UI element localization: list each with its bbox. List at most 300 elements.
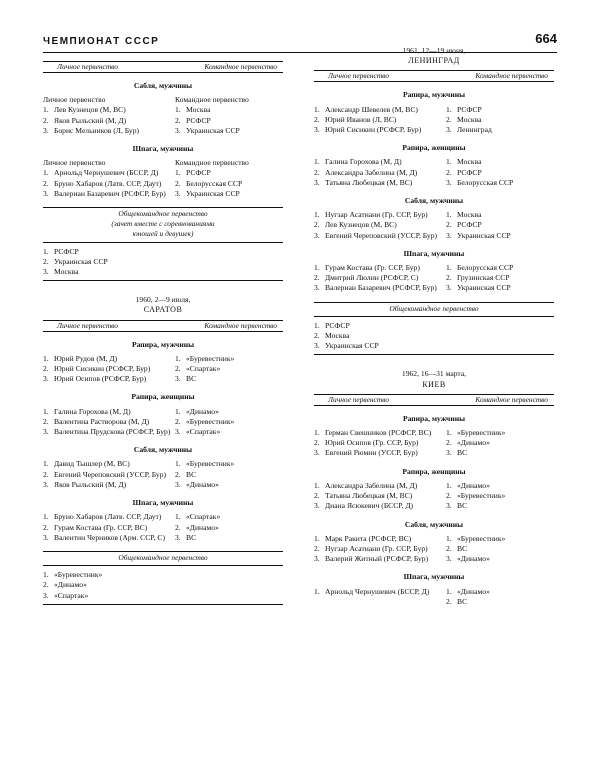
divider [314,354,554,355]
event-title: Шпага, мужчины [403,248,465,258]
event-block [43,498,283,543]
place-number: 1. [43,246,49,256]
entry-name: РСФСР [186,168,211,178]
col-team: Командное первенство [475,71,548,81]
list-item [175,459,283,469]
entry-name: «Спартак» [186,427,221,437]
place-number: 2. [43,364,49,374]
place-number: 2. [314,114,320,124]
results [43,512,283,543]
list-item [43,105,175,115]
list-item [175,374,283,384]
entry-name: РСФСР [186,115,211,125]
place-number: 3. [446,230,452,240]
entry-name: Белорусская ССР [186,178,243,188]
list-item [43,512,175,522]
place-number: 2. [314,273,320,283]
entry-name: Москва [457,210,482,220]
place-number: 1. [175,406,181,416]
column-captions [43,95,283,105]
place-number: 1. [314,480,320,490]
entry-name: «Буревестник» [457,533,506,543]
event-block [43,445,283,490]
place-number: 2. [314,543,320,553]
list-item [314,341,554,351]
team-results [175,105,283,136]
list-item [314,178,446,188]
place-number: 2. [175,416,181,426]
place-number: 2. [446,596,452,606]
event-title: Шпага, мужчины [132,144,194,154]
place-number: 3. [314,554,320,564]
entry-name: Марк Ракита (РСФСР, ВС) [325,533,412,543]
list-item [43,417,175,427]
entry-name: «Буревестник» [186,459,235,469]
list-item [314,115,446,125]
event-title: Рапира, мужчины [402,90,466,100]
list-item [314,491,446,501]
personal-results [314,481,446,512]
list-item [446,115,554,125]
team-results [175,168,283,199]
personal-results [314,210,446,241]
entry-name: «Динамо» [457,480,490,490]
list-item [446,263,554,273]
place-number: 3. [43,267,49,277]
place-number: 2. [43,256,49,266]
list-item [314,263,446,273]
list-item [314,273,446,283]
results [43,407,283,438]
place-number: 1. [43,168,49,178]
place-number: 1. [446,533,452,543]
list-item [43,570,283,580]
list-item [314,554,446,564]
entry-name: Валентина Прудскова (РСФСР, Бур) [54,427,171,437]
entry-name: «Динамо» [457,586,490,596]
overall-note: юношей и девушек) [132,229,194,239]
list-item [43,459,175,469]
place-number: 1. [175,512,181,522]
list-item [43,470,175,480]
place-number: 3. [175,125,181,135]
place-number: 2. [446,491,452,501]
list-item [314,587,446,597]
personal-results [43,168,175,199]
list-item [314,105,446,115]
list-item [314,168,446,178]
list-item [43,364,175,374]
place-number: 1. [175,459,181,469]
place-number: 1. [446,263,452,273]
entry-name: РСФСР [457,220,482,230]
personal-results [314,263,446,294]
place-number: 1. [43,512,49,522]
place-number: 2. [43,469,49,479]
results [43,105,283,136]
place-number: 3. [175,427,181,437]
list-item [446,273,554,283]
list-item [314,448,446,458]
session-city: КИЕВ [422,379,446,389]
place-number: 2. [175,115,181,125]
entry-name: Москва [54,267,79,277]
entry-name: Украинская ССР [325,341,379,351]
place-number: 2. [175,178,181,188]
entry-name: Евгений Череповский (УССР, Бур) [325,230,438,240]
place-number: 1. [314,428,320,438]
entry-name: Нугзар Асатиани (Гр. ССР, Бур) [325,210,428,220]
entry-name: Яков Рыльский (М, Д) [54,115,127,125]
event-block [314,90,554,135]
entry-name: «Динамо» [457,554,490,564]
list-item [43,591,283,601]
event-block [314,520,554,565]
place-number: 3. [314,341,320,351]
results [314,157,554,188]
personal-results [314,428,446,459]
list-item [446,501,554,511]
entry-name: Татьяна Любецкая (М, ВС) [325,491,413,501]
results [314,428,554,459]
list-item [314,220,446,230]
list-item [175,417,283,427]
list-item [446,157,554,167]
entry-name: Лев Кузнецов (М, ВС) [325,220,397,230]
overall-list [314,321,554,352]
entry-name: Москва [186,105,211,115]
personal-results [43,105,175,136]
entry-name: РСФСР [457,104,482,114]
list-item [314,544,446,554]
personal-results [314,105,446,136]
entry-name: ВС [457,448,468,458]
place-number: 1. [314,533,320,543]
col-team: Командное первенство [475,394,548,404]
place-number: 3. [43,479,49,489]
place-number: 3. [314,448,320,458]
entry-name: Юрий Осипов (РСФСР, Бур) [54,374,147,384]
entry-name: «Спартак» [186,512,221,522]
list-item [175,116,283,126]
personal-results [314,157,446,188]
list-item [446,544,554,554]
personal-results [314,534,446,565]
column-captions [43,158,283,168]
place-number: 3. [446,554,452,564]
place-number: 3. [175,374,181,384]
place-number: 2. [175,469,181,479]
place-number: 3. [43,532,49,542]
list-item [314,210,446,220]
entry-name: Галина Горохова (М, Д) [54,406,131,416]
entry-name: Арнольд Чернушевич (БССР, Д) [54,168,159,178]
table-header [314,70,554,82]
event-title: Рапира, женщины [131,392,195,402]
event-block [43,340,283,385]
table-header [43,320,283,332]
entry-name: Евгений Рюмин (УССР, Бур) [325,448,418,458]
entry-name: «Буревестник» [186,416,235,426]
team-results [446,157,554,188]
place-number: 2. [43,522,49,532]
place-number: 3. [175,479,181,489]
list-item [446,220,554,230]
place-number: 2. [314,331,320,341]
entry-name: Валентин Черников (Арм. ССР, С) [54,532,165,542]
place-number: 1. [314,157,320,167]
col-personal: Личное первенство [57,320,118,330]
team-results [446,481,554,512]
place-number: 2. [43,416,49,426]
place-number: 3. [175,188,181,198]
list-item [446,125,554,135]
entry-name: Белорусская ССР [457,177,514,187]
list-item [446,481,554,491]
list-item [446,210,554,220]
entry-name: Юрий Рудов (М, Д) [54,353,118,363]
caption-personal: Личное первенство [43,95,106,105]
place-number: 1. [175,353,181,363]
place-number: 2. [446,438,452,448]
list-item [43,267,283,277]
event-title: Шпага, мужчины [132,498,194,508]
entry-name: «Буревестник» [54,570,103,580]
right-column [314,46,554,607]
list-item [446,283,554,293]
entry-name: Валентина Растворова (М, Д) [54,416,150,426]
list-item [175,480,283,490]
entry-name: Украинская ССР [186,188,240,198]
event-block [314,143,554,188]
overall-note: (зачет вместе с соревнованиями [111,219,215,229]
left-column [43,58,283,605]
entry-name: Татьяна Любецкая (М, ВС) [325,177,413,187]
list-item [175,364,283,374]
list-item [175,523,283,533]
team-results [175,354,283,385]
entry-name: Юрий Осипов (Гр. ССР, Бур) [325,438,419,448]
place-number: 3. [446,125,452,135]
entry-name: Валерий Житный (РСФСР, Бур) [325,554,429,564]
list-item [43,189,175,199]
list-item [175,168,283,178]
list-item [43,580,283,590]
col-personal: Личное первенство [328,71,389,81]
place-number: 3. [43,188,49,198]
list-item [314,283,446,293]
place-number: 3. [314,501,320,511]
place-number: 3. [43,374,49,384]
list-item [175,470,283,480]
session-heading [314,46,554,66]
list-item [446,438,554,448]
place-number: 2. [314,220,320,230]
entry-name: Москва [325,331,350,341]
list-item [446,597,554,607]
event-title: Рапира, женщины [402,143,466,153]
entry-name: «Динамо» [457,438,490,448]
col-personal: Личное первенство [57,62,118,71]
entry-name: РСФСР [54,246,79,256]
entry-name: ВС [186,532,197,542]
list-item [43,354,175,364]
entry-name: Александра Забелина (М, Д) [325,480,418,490]
place-number: 2. [446,273,452,283]
team-results [446,587,554,607]
place-number: 1. [43,406,49,416]
list-item [314,331,554,341]
entry-name: Гурам Костава (Гр. ССР, Бур) [325,263,420,273]
place-number: 1. [175,105,181,115]
list-item [43,168,175,178]
entry-name: Ленинград [457,125,492,135]
event-title: Рапира, женщины [402,466,466,476]
place-number: 1. [43,353,49,363]
list-item [446,587,554,597]
place-number: 3. [446,177,452,187]
list-item [175,427,283,437]
team-results [175,407,283,438]
list-item [314,231,446,241]
caption-team: Командное первенство [175,158,249,168]
team-results [175,459,283,490]
event-title: Шпага, мужчины [403,572,465,582]
entry-name: ВС [457,501,468,511]
place-number: 3. [314,125,320,135]
place-number: 1. [314,104,320,114]
entry-name: Давид Тышлер (М, ВС) [54,459,130,469]
place-number: 2. [43,178,49,188]
place-number: 2. [43,115,49,125]
results [43,354,283,385]
place-number: 1. [446,210,452,220]
event-block [314,249,554,294]
overall-title: Общекомандное первенство [118,552,208,562]
entry-name: Арнольд Чернушевич (БССР, Д) [325,586,430,596]
entry-name: «Спартак» [186,364,221,374]
team-results [446,428,554,459]
place-number: 2. [175,522,181,532]
list-item [314,428,446,438]
session-date: 1961, 12—19 июня, [402,46,466,55]
entry-name: «Динамо» [54,580,87,590]
entry-name: «Буревестник» [457,491,506,501]
overall-list [43,570,283,601]
session-heading [314,369,554,389]
list-item [175,533,283,543]
list-item [446,554,554,564]
entry-name: Белорусская ССР [457,263,514,273]
overall-team-header [314,302,554,317]
entry-name: Александр Шевелев (М, ВС) [325,104,418,114]
place-number: 3. [446,283,452,293]
session-heading [43,295,283,315]
place-number: 2. [314,491,320,501]
place-number: 3. [314,283,320,293]
entry-name: ВС [457,543,468,553]
overall-title: Общекомандное первенство [389,303,479,313]
overall-title: Общекомандное первенство [118,209,208,219]
place-number: 1. [43,459,49,469]
event-title: Рапира, мужчины [131,339,195,349]
list-item [446,491,554,501]
list-item [314,534,446,544]
place-number: 1. [314,320,320,330]
entry-name: Герман Свешников (РСФСР, ВС) [325,428,432,438]
list-item [446,428,554,438]
list-item [43,427,175,437]
personal-results [43,407,175,438]
place-number: 2. [446,543,452,553]
list-item [446,105,554,115]
session-city: САРАТОВ [143,305,183,315]
entry-name: «Буревестник» [457,428,506,438]
entry-name: ВС [186,469,197,479]
entry-name: Москва [457,157,482,167]
entry-name: Диана Ясюкевич (БССР, Д) [325,501,414,511]
list-item [175,179,283,189]
divider [43,604,283,605]
entry-name: Александра Забелина (М, Д) [325,167,418,177]
results [314,210,554,241]
list-item [175,189,283,199]
entry-name: «Динамо» [186,522,219,532]
place-number: 3. [175,532,181,542]
entry-name: Юрий Сисикин (РСФСР, Бур) [54,364,151,374]
list-item [446,448,554,458]
running-title: ЧЕМПИОНАТ СССР [43,36,160,47]
entry-name: Валериан Базаревич (РСФСР, Бур) [325,283,437,293]
event-block [314,467,554,512]
event-block [314,414,554,459]
entry-name: Украинская ССР [54,256,108,266]
list-item [43,407,175,417]
results [314,534,554,565]
list-item [43,116,175,126]
caption-personal: Личное первенство [43,158,106,168]
personal-results [314,587,446,607]
entry-name: Евгений Череповский (УССР, Бур) [54,469,167,479]
entry-name: РСФСР [457,167,482,177]
place-number: 3. [43,590,49,600]
list-item [446,231,554,241]
entry-name: Яков Рыльский (М, Д) [54,479,127,489]
list-item [446,178,554,188]
team-results [175,512,283,543]
entry-name: Галина Горохова (М, Д) [325,157,402,167]
list-item [175,407,283,417]
list-item [314,438,446,448]
list-item [43,523,175,533]
caption-team: Командное первенство [175,95,249,105]
list-item [43,257,283,267]
list-item [43,374,175,384]
list-item [43,179,175,189]
entry-name: Бруно Хабаров (Латв. ССР, Даут) [54,512,162,522]
place-number: 3. [43,427,49,437]
place-number: 1. [314,586,320,596]
entry-name: Грузинская ССР [457,273,510,283]
col-personal: Личное первенство [328,394,389,404]
place-number: 1. [314,210,320,220]
list-item [43,126,175,136]
entry-name: Дмитрий Люлин (РСФСР, С) [325,273,419,283]
place-number: 3. [446,448,452,458]
results [314,481,554,512]
table-header [43,61,283,73]
event-title: Сабля, мужчины [404,519,464,529]
